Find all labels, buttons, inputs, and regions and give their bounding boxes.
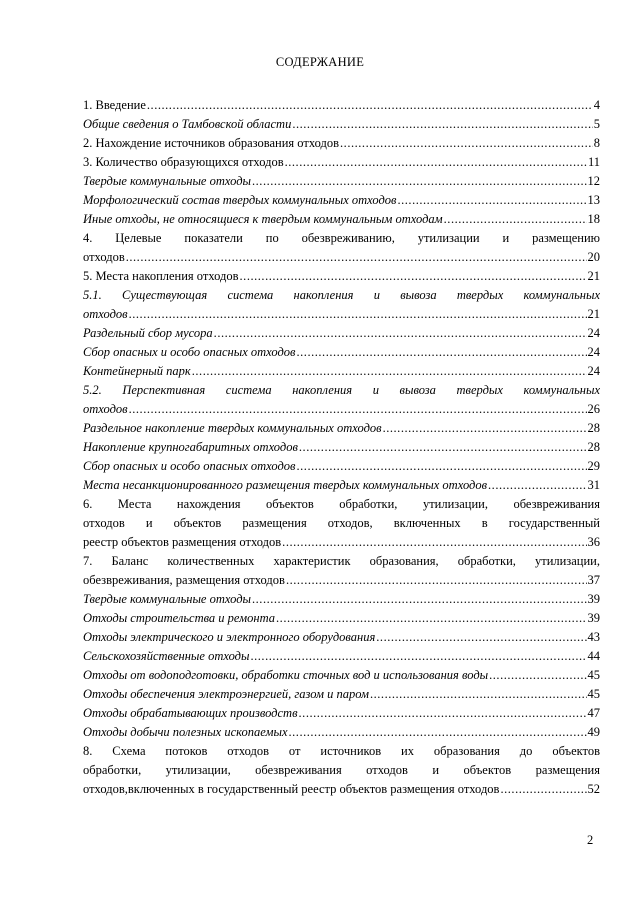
- dot-leader: [129, 305, 587, 324]
- toc-entry[interactable]: [83, 742, 600, 799]
- page-number: 2: [587, 833, 594, 847]
- toc-page-number: 45: [587, 668, 600, 682]
- toc-entry-last-line: [83, 457, 600, 476]
- toc-entry-text: 2. Нахождение источников образования отходов: [83, 136, 340, 150]
- toc-entry[interactable]: [83, 552, 600, 590]
- toc-entry-last-line: [83, 248, 600, 267]
- dot-leader: [297, 343, 587, 362]
- toc-entry[interactable]: [83, 457, 600, 476]
- toc-page-number: 29: [587, 459, 600, 473]
- toc-entry-last-line: [83, 362, 600, 381]
- toc-entry-text-line: [83, 742, 600, 761]
- dot-leader: [444, 210, 587, 229]
- toc-entry[interactable]: [83, 419, 600, 438]
- toc-entry[interactable]: [83, 723, 600, 742]
- dot-leader: [286, 571, 587, 590]
- dot-leader: [214, 324, 587, 343]
- toc-entry-text: Отходы обеспечения электроэнергией, газом и паром: [83, 687, 369, 701]
- toc-entry-text: 4. Целевые показатели по обезвреживанию, утилизации и размещению: [83, 231, 600, 245]
- toc-entry-last-line: [83, 343, 600, 362]
- toc-entry-text: Отходы обрабатывающих производств: [83, 706, 298, 720]
- toc-entry-text-line: [83, 229, 600, 248]
- toc-entry[interactable]: [83, 324, 600, 343]
- page-title: СОДЕРЖАНИЕ: [275, 55, 365, 69]
- toc-entry[interactable]: [83, 628, 600, 647]
- dot-leader: [282, 533, 586, 552]
- toc-entry-text: Отходы электрического и электронного оборудования: [83, 630, 376, 644]
- toc-entry-last-line: [83, 628, 600, 647]
- toc-entry-text: 8. Схема потоков отходов от источников их образования до объектов: [83, 744, 600, 758]
- dot-leader: [397, 191, 586, 210]
- toc-entry-text: Отходы добычи полезных ископаемых: [83, 725, 288, 739]
- toc-page-number: 44: [587, 649, 600, 663]
- toc-entry-text: 1. Введение: [83, 98, 146, 112]
- toc-entry-last-line: [83, 419, 600, 438]
- toc-entry-text: Отходы от водоподготовки, обработки сточных вод и использования воды: [83, 668, 489, 682]
- toc-page-number: 45: [587, 687, 600, 701]
- dot-leader: [129, 400, 587, 419]
- toc-entry[interactable]: [83, 229, 600, 267]
- toc-entry-text: Раздельное накопление твердых коммунальных отходов: [83, 421, 382, 435]
- toc-page-number: 21: [587, 307, 600, 321]
- toc-page-number: 5: [593, 117, 600, 131]
- toc-entry-text: Места несанкционированного размещения твердых коммунальных отходов: [83, 478, 488, 492]
- toc-entry-last-line: [83, 438, 600, 457]
- toc-entry-last-line: [83, 647, 600, 666]
- toc-page-number: 26: [587, 402, 600, 416]
- toc-entry-text: 5.2. Перспективная система накопления и вывоза твердых коммунальных: [83, 383, 600, 397]
- toc-entry-last-line: [83, 780, 600, 799]
- toc-entry[interactable]: [83, 172, 600, 191]
- toc-page-number: 18: [587, 212, 600, 226]
- toc-entry-last-line: [83, 723, 600, 742]
- toc-entry-last-line: [83, 172, 600, 191]
- toc-entry-last-line: [83, 685, 600, 704]
- toc-entry-text: отходов: [83, 307, 128, 321]
- toc-entry-text: Накопление крупногабаритных отходов: [83, 440, 298, 454]
- toc-entry-text: обработки, утилизации, обезвреживания отходов и объектов размещения: [83, 763, 600, 777]
- dot-leader: [285, 153, 587, 172]
- dot-leader: [289, 723, 587, 742]
- toc-entry-text-line: [83, 381, 600, 400]
- dot-leader: [240, 267, 587, 286]
- toc-page-number: 12: [587, 174, 600, 188]
- toc-entry-last-line: [83, 305, 600, 324]
- dot-leader: [292, 115, 592, 134]
- toc-entry-text-line: [83, 761, 600, 780]
- toc-entry-text: отходов и объектов размещения отходов, включенных в государственный: [83, 516, 600, 530]
- toc-entry-last-line: [83, 666, 600, 685]
- toc-entry[interactable]: [83, 381, 600, 419]
- toc-page-number: 21: [587, 269, 600, 283]
- toc-entry[interactable]: [83, 96, 600, 115]
- toc-entry-text: 5. Места накопления отходов: [83, 269, 239, 283]
- toc-page-number: 24: [587, 345, 600, 359]
- toc-entry[interactable]: [83, 666, 600, 685]
- toc-page-number: 24: [587, 364, 600, 378]
- toc-entry[interactable]: [83, 267, 600, 286]
- toc-entry-last-line: [83, 571, 600, 590]
- dot-leader: [370, 685, 587, 704]
- toc-entry-last-line: [83, 324, 600, 343]
- toc-page-number: 36: [587, 535, 600, 549]
- toc-entry-text: отходов,включенных в государственный реестр объектов размещения отходов: [83, 782, 500, 796]
- toc-entry-text: Раздельный сбор мусора: [83, 326, 213, 340]
- toc-page-number: 8: [593, 136, 600, 150]
- toc-entry-text-line: [83, 514, 600, 533]
- dot-leader: [500, 780, 586, 799]
- toc-entry-text: Сбор опасных и особо опасных отходов: [83, 345, 296, 359]
- dot-leader: [299, 704, 587, 723]
- toc-entry-text: Контейнерный парк: [83, 364, 191, 378]
- toc-entry-text: Отходы строительства и ремонта: [83, 611, 276, 625]
- toc-entry[interactable]: [83, 115, 600, 134]
- toc-entry-last-line: [83, 267, 600, 286]
- toc-entry-text: отходов: [83, 402, 128, 416]
- dot-leader: [340, 134, 593, 153]
- toc-entry-text: Сбор опасных и особо опасных отходов: [83, 459, 296, 473]
- toc-entry-text-line: [83, 495, 600, 514]
- toc-entry[interactable]: [83, 609, 600, 628]
- toc-entry-text: 7. Баланс количественных характеристик образования, обработки, утилизации,: [83, 554, 600, 568]
- toc-entry-last-line: [83, 115, 600, 134]
- toc-entry[interactable]: [83, 210, 600, 229]
- toc-page-number: 52: [587, 782, 600, 796]
- toc-entry[interactable]: [83, 286, 600, 324]
- toc-page-number: 49: [587, 725, 600, 739]
- dot-leader: [489, 666, 586, 685]
- dot-leader: [252, 172, 587, 191]
- toc-entry-text: Морфологический состав твердых коммунальных отходов: [83, 193, 397, 207]
- toc-page-number: 20: [587, 250, 600, 264]
- dot-leader: [383, 419, 587, 438]
- dot-leader: [276, 609, 586, 628]
- toc-page-number: 28: [587, 421, 600, 435]
- toc-page-number: 28: [587, 440, 600, 454]
- toc-entry-last-line: [83, 153, 600, 172]
- toc-entry[interactable]: [83, 134, 600, 153]
- dot-leader: [147, 96, 593, 115]
- toc-entry[interactable]: [83, 590, 600, 609]
- toc-page-number: 43: [587, 630, 600, 644]
- toc-entry-text: 6. Места нахождения объектов обработки, утилизации, обезвреживания: [83, 497, 600, 511]
- toc-entry[interactable]: [83, 191, 600, 210]
- toc-entry-text: отходов: [83, 250, 125, 264]
- toc-entry-last-line: [83, 476, 600, 495]
- toc-page-number: 11: [587, 155, 600, 169]
- dot-leader: [126, 248, 587, 267]
- toc-page-number: 47: [587, 706, 600, 720]
- dot-leader: [376, 628, 586, 647]
- toc-entry[interactable]: [83, 343, 600, 362]
- toc-entry-text-line: [83, 286, 600, 305]
- toc-entry[interactable]: [83, 647, 600, 666]
- toc-entry-last-line: [83, 400, 600, 419]
- toc-page-number: 24: [587, 326, 600, 340]
- toc-entry-last-line: [83, 533, 600, 552]
- toc-entry-last-line: [83, 191, 600, 210]
- toc-entry-text: 5.1. Существующая система накопления и вывоза твердых коммунальных: [83, 288, 600, 302]
- toc-entry-text: обезвреживания, размещения отходов: [83, 573, 285, 587]
- toc-entry-last-line: [83, 704, 600, 723]
- toc-entry[interactable]: [83, 685, 600, 704]
- dot-leader: [192, 362, 587, 381]
- toc-entry[interactable]: [83, 704, 600, 723]
- toc-entry-text: реестр объектов размещения отходов: [83, 535, 282, 549]
- toc-entry-text: Общие сведения о Тамбовской области: [83, 117, 292, 131]
- toc-page-number: 13: [587, 193, 600, 207]
- toc-page-number: 31: [587, 478, 600, 492]
- dot-leader: [299, 438, 587, 457]
- table-of-contents: [83, 96, 600, 799]
- toc-page-number: 37: [587, 573, 600, 587]
- toc-entry[interactable]: [83, 495, 600, 552]
- toc-entry[interactable]: [83, 476, 600, 495]
- toc-entry-last-line: [83, 609, 600, 628]
- dot-leader: [488, 476, 586, 495]
- toc-page-number: 4: [593, 98, 600, 112]
- toc-entry[interactable]: [83, 153, 600, 172]
- toc-entry-text: Твердые коммунальные отходы: [83, 592, 251, 606]
- toc-entry-text: 3. Количество образующихся отходов: [83, 155, 284, 169]
- toc-entry-last-line: [83, 134, 600, 153]
- dot-leader: [252, 590, 587, 609]
- toc-entry[interactable]: [83, 438, 600, 457]
- toc-entry-text: Иные отходы, не относящиеся к твердым коммунальным отходам: [83, 212, 443, 226]
- dot-leader: [250, 647, 586, 666]
- toc-page-number: 39: [587, 611, 600, 625]
- dot-leader: [297, 457, 587, 476]
- toc-entry-text-line: [83, 552, 600, 571]
- toc-entry[interactable]: [83, 362, 600, 381]
- toc-entry-last-line: [83, 590, 600, 609]
- toc-entry-last-line: [83, 210, 600, 229]
- toc-entry-last-line: [83, 96, 600, 115]
- toc-entry-text: Сельскохозяйственные отходы: [83, 649, 250, 663]
- toc-entry-text: Твердые коммунальные отходы: [83, 174, 251, 188]
- toc-page-number: 39: [587, 592, 600, 606]
